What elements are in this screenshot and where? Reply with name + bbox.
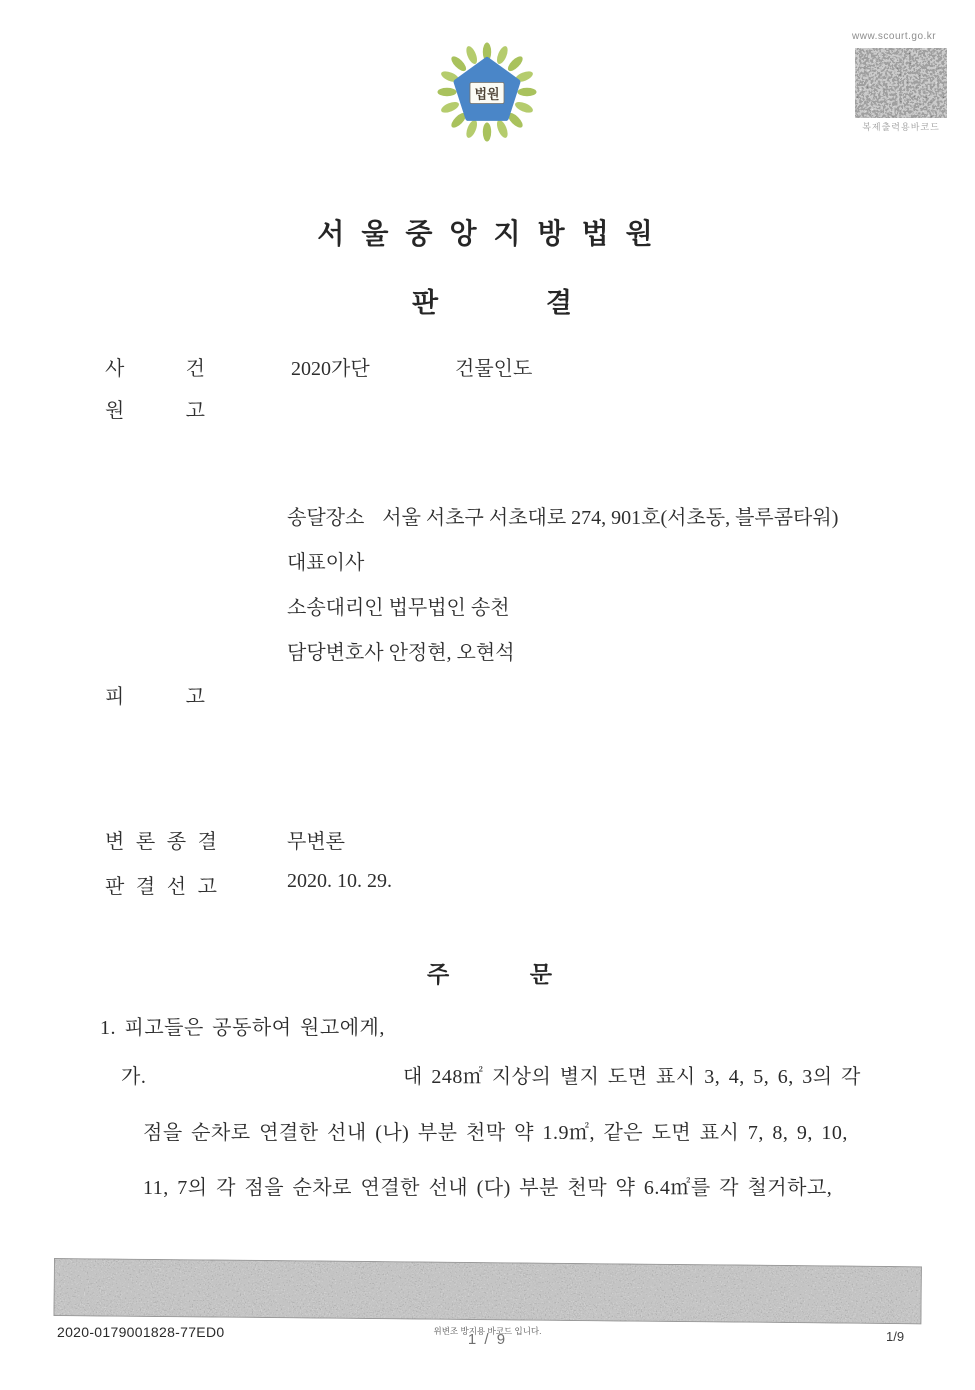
order-item-1a-line3: 11, 7의 각 점을 순차로 연결한 선내 (다) 부분 천막 약 6.4㎡를 각 철거하고, <box>143 1177 833 1199</box>
counsel-line: 소송대리인 법무법인 송천 <box>287 597 510 619</box>
sentencing-label-char: 고 <box>197 876 217 898</box>
service-address-label: 송달장소 <box>287 507 365 529</box>
emblem-label: 법원 <box>474 86 500 102</box>
order-item-1a-label: 가. <box>121 1066 147 1088</box>
page-indicator-right: 1/9 <box>886 1329 905 1344</box>
sentencing-label-char: 결 <box>135 876 156 898</box>
redaction-band-graphic <box>53 1258 922 1324</box>
service-address-value: 서울 서초구 서초대로 274, 901호(서초동, 블루콤타워) <box>382 507 839 529</box>
doc-type-char: 판 <box>412 288 439 318</box>
copy-barcode-caption: 복제출력용바코드 <box>862 122 940 132</box>
plaintiff-label-char: 고 <box>185 400 205 422</box>
doc-type-char: 결 <box>545 288 572 318</box>
defendant-label <box>105 680 205 709</box>
page-indicator-center: 1 / 9 <box>467 1331 508 1348</box>
redaction-band <box>53 1258 922 1324</box>
hearing-closing-value: 무변론 <box>287 831 345 853</box>
closing-label-char: 결 <box>197 831 217 853</box>
case-number: 2020가단 <box>291 358 370 380</box>
case-name: 건물인도 <box>455 358 533 380</box>
case-label <box>105 352 205 381</box>
defendant-label-char: 피 <box>105 686 125 708</box>
sentencing-label-char: 선 <box>166 876 187 898</box>
document-type-title <box>412 281 572 320</box>
case-label-char: 건 <box>185 358 205 380</box>
closing-label-char: 론 <box>135 831 156 853</box>
order-item-1a-line1: 대 248㎡ 지상의 별지 도면 표시 3, 4, 5, 6, 3의 각 <box>403 1066 861 1088</box>
copy-barcode-graphic <box>855 48 947 118</box>
service-address <box>287 501 838 530</box>
sentencing-date-label <box>105 870 217 899</box>
plaintiff-label <box>105 394 205 423</box>
sentencing-date-value: 2020. 10. 29. <box>287 870 392 892</box>
copy-barcode <box>855 48 947 118</box>
order-heading-char: 문 <box>529 962 552 987</box>
site-url: www.scourt.go.kr <box>852 31 937 42</box>
plaintiff-label-char: 원 <box>105 400 125 422</box>
closing-label-char: 종 <box>166 831 187 853</box>
hearing-closing-label <box>105 825 217 854</box>
representative-line: 대표이사 <box>287 552 365 574</box>
sentencing-label-char: 판 <box>105 876 125 898</box>
court-emblem <box>437 40 537 148</box>
order-heading-char: 주 <box>427 962 450 987</box>
closing-label-char: 변 <box>105 831 125 853</box>
barcode-note: 위변조 방지용 바코드 입니다. <box>433 1326 542 1336</box>
court-name-title: 서 울 중 앙 지 방 법 원 <box>317 219 658 250</box>
order-item-1a-line2: 점을 순차로 연결한 선내 (나) 부분 천막 약 1.9㎡, 같은 도면 표시 7, 8, 9, 10, <box>143 1122 848 1144</box>
court-emblem-graphic <box>437 40 537 148</box>
order-item-1: 1. 피고들은 공동하여 원고에게, <box>100 1017 385 1039</box>
case-label-char: 사 <box>105 358 125 380</box>
order-heading <box>427 956 552 989</box>
document-id: 2020-0179001828-77ED0 <box>57 1324 225 1340</box>
attorneys-line: 담당변호사 안정현, 오현석 <box>287 642 515 664</box>
defendant-label-char: 고 <box>185 686 205 708</box>
